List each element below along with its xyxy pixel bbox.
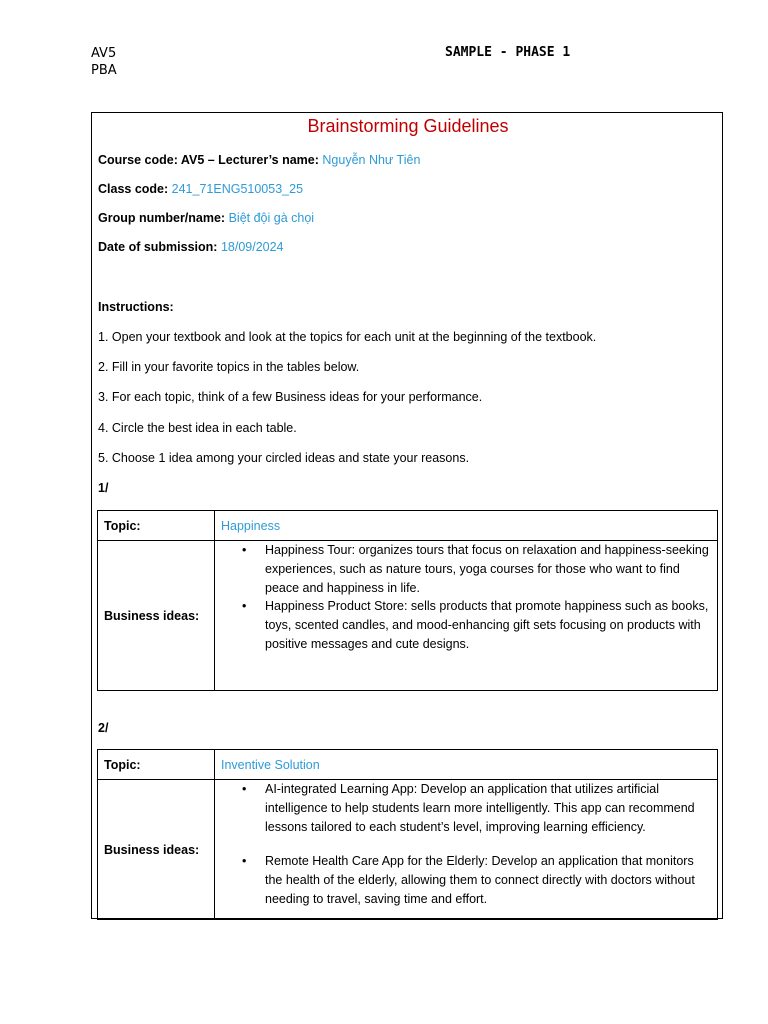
instruction-item: 1. Open your textbook and look at the topics for each unit at the beginning of the textbook.: [98, 330, 597, 344]
header-phase: SAMPLE - PHASE 1: [445, 45, 571, 60]
group-label: Group number/name:: [98, 211, 226, 225]
date-value: 18/09/2024: [220, 240, 284, 254]
date-label: Date of submission:: [98, 240, 218, 254]
topic-value: Inventive Solution: [215, 750, 718, 780]
course-code-label: Course code: AV5 – Lecturer’s name:: [98, 153, 319, 167]
instruction-item: 2. Fill in your favorite topics in the tables below.: [98, 360, 360, 374]
instructions-heading: Instructions:: [98, 300, 174, 314]
idea-item: • AI-integrated Learning App: Develop an application that utilizes artificial intelligence to help students learn more intelligently. This app can recommend lessons tailored to each student’s level, improving learning efficiency.: [265, 780, 717, 836]
header-program: PBA: [91, 63, 117, 78]
header-course: AV5: [91, 46, 117, 61]
header-left: [91, 45, 117, 79]
instruction-item: 3. For each topic, think of a few Business ideas for your performance.: [98, 390, 483, 404]
group-line: [98, 211, 314, 225]
topic-label: Topic:: [98, 750, 215, 780]
ideas-list: [215, 780, 717, 909]
topic-value: Happiness: [215, 511, 718, 541]
class-code-label: Class code:: [98, 182, 169, 196]
instruction-item: 4. Circle the best idea in each table.: [98, 421, 297, 435]
instruction-item: 5. Choose 1 idea among your circled ideas and state your reasons.: [98, 451, 470, 465]
lecturer-name: Nguyễn Như Tiên: [322, 153, 421, 167]
idea-item: • Remote Health Care App for the Elderly: Develop an application that monitors the health of the elderly, allowing them to connect directly with doctors without needing to travel, saving time and effort.: [265, 852, 717, 908]
idea-item: • Happiness Tour: organizes tours that focus on relaxation and happiness-seeking experiences, such as nature tours, yoga courses for those who want to find peace and happiness in life.: [265, 541, 717, 597]
section-number: 2/: [98, 721, 109, 735]
business-ideas-cell: [215, 541, 718, 691]
ideas-list: [215, 541, 717, 654]
business-ideas-label: Business ideas:: [98, 780, 215, 920]
topic-table-1: [97, 510, 718, 691]
group-name: Biệt đội gà chọi: [228, 211, 315, 225]
idea-item: • Happiness Product Store: sells products that promote happiness such as books, toys, scented candles, and mood-enhancing gift sets focusing on products with positive messages and cute designs.: [265, 597, 717, 653]
topic-table-2: [97, 749, 718, 920]
section-number: 1/: [98, 481, 109, 495]
class-code-line: [98, 182, 303, 196]
business-ideas-cell: [215, 780, 718, 920]
date-line: [98, 240, 284, 254]
document-title: Brainstorming Guidelines: [307, 116, 509, 136]
class-code-value: 241_71ENG510053_25: [171, 182, 304, 196]
course-code-line: [98, 153, 420, 167]
business-ideas-label: Business ideas:: [98, 541, 215, 691]
topic-label: Topic:: [98, 511, 215, 541]
